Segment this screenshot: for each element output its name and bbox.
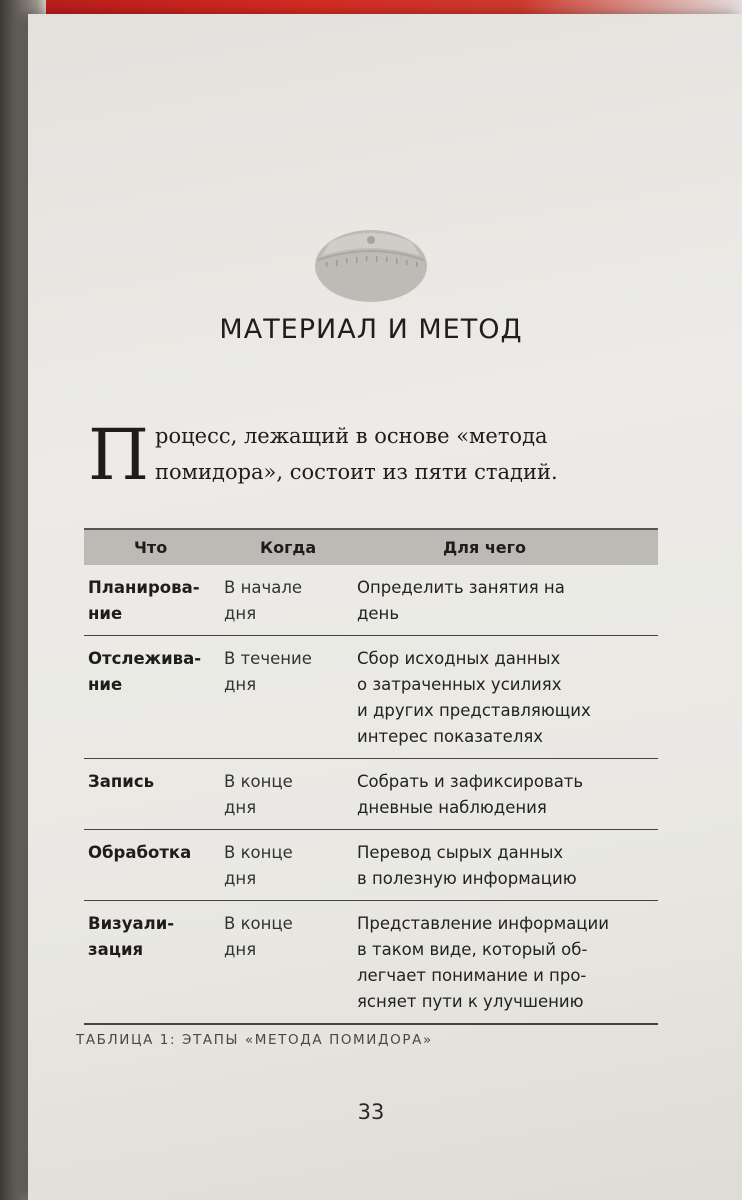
page-title: МАТЕРИАЛ И МЕТОД	[219, 314, 523, 345]
table-caption: ТАБЛИЦА 1: ЭТАПЫ «МЕТОДА ПОМИДОРА»	[76, 1032, 433, 1048]
intro-paragraph	[88, 414, 668, 496]
stages-table	[84, 528, 658, 1025]
cell-when: В конце дня	[220, 830, 353, 901]
table-header-row	[84, 529, 658, 565]
page-number: 33	[357, 1100, 385, 1124]
cell-why: Определить занятия на день	[353, 565, 658, 636]
cell-why: Представление информации в таком виде, который об- легчает понимание и про- ясняет пути к улучшению	[353, 901, 658, 1025]
drop-cap: П	[88, 414, 150, 496]
table-row	[84, 830, 658, 901]
cell-when: В течение дня	[220, 636, 353, 759]
cell-what: Отслежива- ние	[84, 636, 220, 759]
column-header-when: Когда	[220, 529, 353, 565]
cell-why: Собрать и зафиксировать дневные наблюдения	[353, 759, 658, 830]
cell-why: Перевод сырых данных в полезную информацию	[353, 830, 658, 901]
table-row	[84, 759, 658, 830]
intro-text: роцесс, лежащий в основе «метода помидора», состоит из пяти стадий.	[155, 424, 558, 484]
column-header-what: Что	[84, 529, 220, 565]
cell-when: В конце дня	[220, 901, 353, 1025]
cell-why: Сбор исходных данных о затраченных усилиях и других представляющих интерес показателях	[353, 636, 658, 759]
tomato-timer-icon	[312, 220, 430, 302]
table-row	[84, 901, 658, 1025]
cell-what: Визуали- зация	[84, 901, 220, 1025]
table-row	[84, 565, 658, 636]
table-row	[84, 636, 658, 759]
cell-when: В конце дня	[220, 759, 353, 830]
column-header-why: Для чего	[353, 529, 658, 565]
cell-when: В начале дня	[220, 565, 353, 636]
cell-what: Обработка	[84, 830, 220, 901]
cell-what: Запись	[84, 759, 220, 830]
cell-what: Планирова- ние	[84, 565, 220, 636]
